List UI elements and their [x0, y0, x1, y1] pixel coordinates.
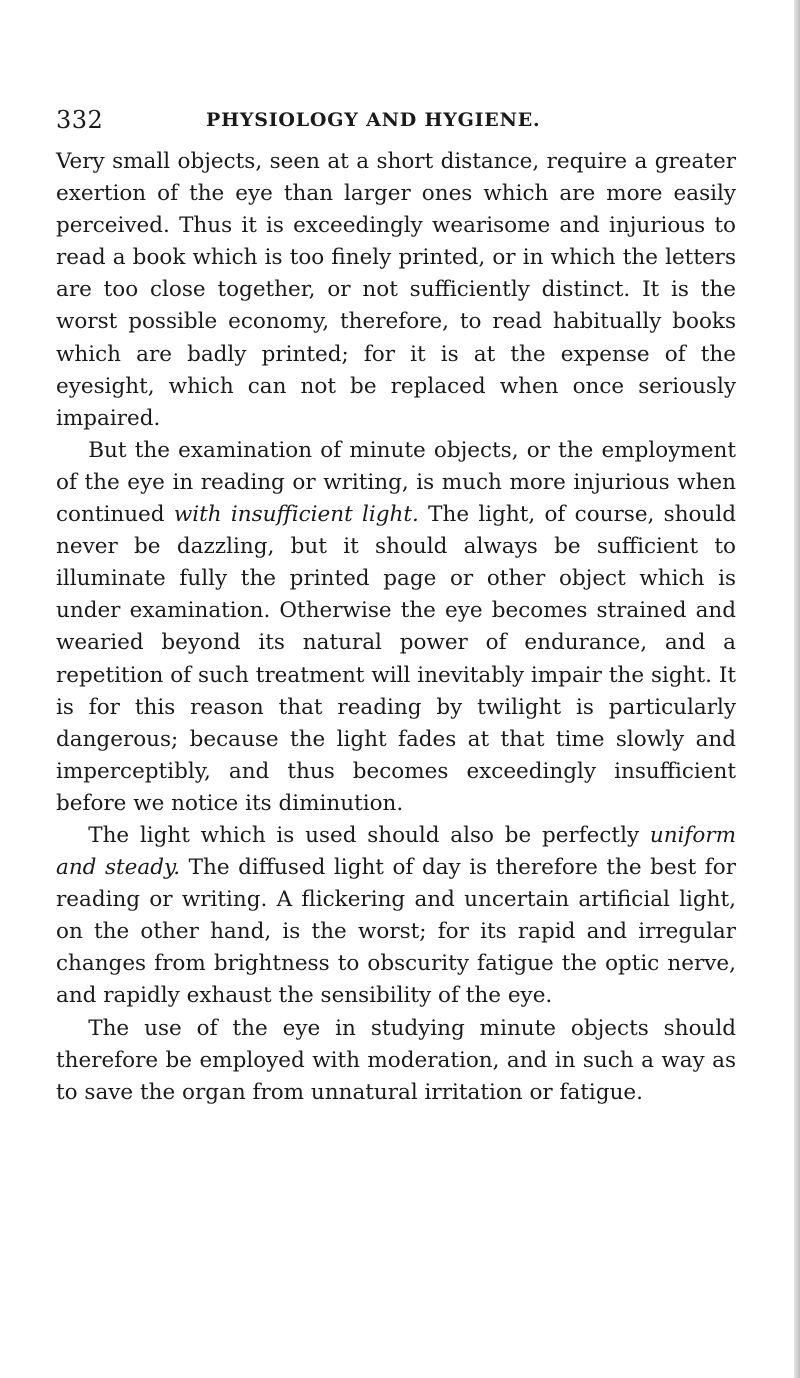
paragraph-3-text-after: The diffused light of day is therefore the best for reading or writing. A flickering and uncertain artificial light, on the other hand, is the worst; for its rapid and irregular changes from brightness to obscurity fatigue the optic nerve, and rapidly exhaust the sensibility of the eye. [56, 855, 736, 1009]
paragraph-2-text-after: The light, of course, should never be dazzling, but it should always be sufficient to illuminate fully the printed page or other object which is under examination. Otherwise the eye becomes strained and wearied beyond its natural power of endurance, and a repetition of such treatment will inevitably impair the sight. It is for this reason that reading by twilight is particularly dangerous; because the light fades at that time slowly and imperceptibly, and thus becomes exceedingly insufficient before we notice its diminution. [56, 502, 736, 816]
paragraph-2 [56, 435, 736, 820]
paragraph-4: The use of the eye in studying minute objects should therefore be employed with moderation, and in such a way as to save the organ from unnatural irritation or fatigue. [56, 1015, 736, 1105]
page-number: 332 [56, 106, 104, 134]
running-head: PHYSIOLOGY AND HYGIENE. [206, 109, 541, 131]
page-edge-shadow [794, 0, 800, 1378]
paragraph-3-text-before: The light which is used should also be perfectly [88, 822, 650, 848]
page-header [56, 106, 736, 136]
body-text [56, 146, 736, 1109]
paragraph-3 [56, 820, 736, 1013]
paragraph-2-emphasis: with insufficient light. [173, 502, 419, 528]
paragraph-2-text-before: But the examination of minute objects, or the employment of the eye in reading or writing, is much more injurious when continued [56, 437, 736, 528]
paragraph-1: Very small objects, seen at a short distance, require a greater exertion of the eye than larger ones which are more easily perceived. Thus it is exceedingly wearisome and injurious to read a book which is too finely printed, or in which the letters are too close together, or not sufficiently distinct. It is the worst possible economy, therefore, to read habitually books which are badly printed; for it is at the expense of the eyesight, which can not be replaced when once seriously impaired. [56, 149, 736, 431]
paragraph-3-emphasis: uniform and steady. [56, 822, 736, 881]
